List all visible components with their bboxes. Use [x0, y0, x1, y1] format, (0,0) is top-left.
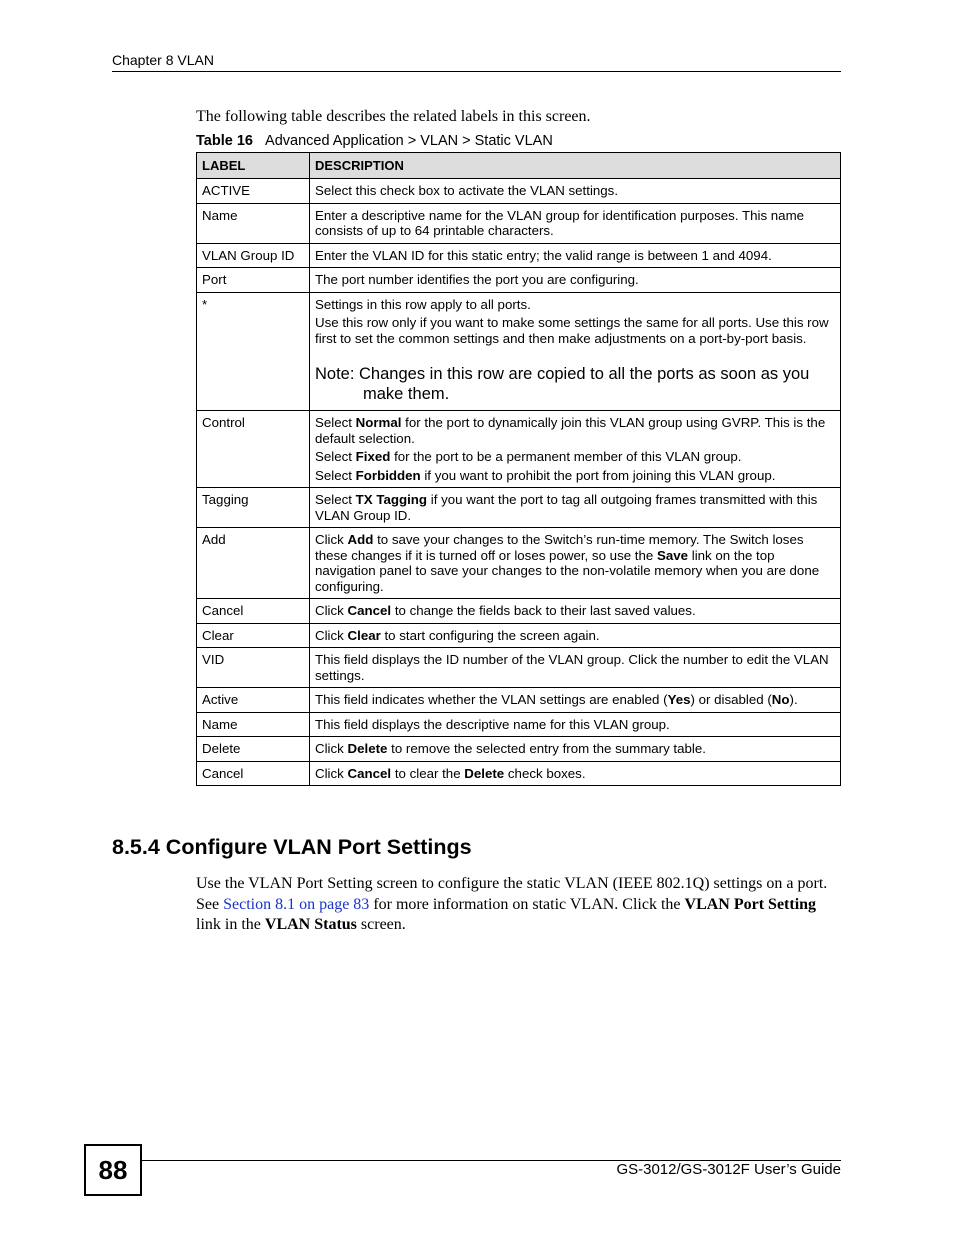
row-label: Cancel	[197, 599, 310, 624]
row-label: VID	[197, 648, 310, 688]
description-text: Enter the VLAN ID for this static entry; the valid range is between 1 and 4094.	[315, 247, 772, 263]
table-body	[197, 179, 841, 786]
table-row	[197, 648, 841, 688]
column-header-description: DESCRIPTION	[310, 153, 841, 179]
description-text: Select Forbidden if you want to prohibit the port from joining this VLAN group.	[315, 467, 776, 483]
row-label: ACTIVE	[197, 179, 310, 204]
bold-term: Normal	[355, 415, 402, 430]
description-text: Click Clear to start configuring the screen again.	[315, 627, 600, 643]
intro-text: The following table describes the related labels in this screen.	[196, 108, 591, 125]
bold-term: VLAN Port Setting	[684, 895, 817, 913]
row-description	[310, 712, 841, 737]
bold-term: Clear	[347, 627, 381, 643]
description-text: Select TX Tagging if you want the port to tag all outgoing frames transmitted with this VLAN Group ID.	[315, 492, 818, 523]
row-description	[310, 528, 841, 599]
description-text: The port number identifies the port you are configuring.	[315, 272, 639, 287]
row-description	[310, 623, 841, 648]
section-paragraph: Use the VLAN Port Setting screen to configure the static VLAN (IEEE 802.1Q) settings on a port. See Section 8.1 on page 83 for more information on static VLAN. Click the VLAN Port Setting link in the VLAN Status screen.	[196, 875, 828, 934]
row-description	[310, 411, 841, 488]
row-description	[310, 243, 841, 268]
description-text: Select Fixed for the port to be a permanent member of this VLAN group.	[315, 449, 742, 464]
table-row	[197, 761, 841, 786]
row-label: Add	[197, 528, 310, 599]
row-label: Control	[197, 411, 310, 488]
table-row	[197, 488, 841, 528]
description-text: Use this row only if you want to make some settings the same for all ports. Use this row first to set the common settings and then make adjustments on a port-by-port basis.	[315, 315, 829, 346]
row-description	[310, 488, 841, 528]
row-description	[310, 648, 841, 688]
table-caption	[196, 133, 553, 149]
bold-term: Cancel	[347, 765, 392, 781]
table-row	[197, 528, 841, 599]
row-label: Name	[197, 712, 310, 737]
table-row	[197, 292, 841, 411]
description-text: Select Normal for the port to dynamically join this VLAN group using GVRP. This is the default selection.	[315, 415, 826, 446]
table-row	[197, 599, 841, 624]
table-row	[197, 712, 841, 737]
description-text: Click Add to save your changes to the Switch’s run-time memory. The Switch loses these changes if it is turned off or loses power, so use the Save link on the top navigation panel to save your changes to the non-volatile memory when you are done configuring.	[315, 532, 820, 594]
row-description	[310, 688, 841, 713]
description-text: Click Cancel to clear the Delete check boxes.	[315, 765, 586, 781]
row-label: Cancel	[197, 761, 310, 786]
footer-guide-title: GS-3012/GS-3012F User’s Guide	[616, 1161, 841, 1178]
description-text: Select this check box to activate the VLAN settings.	[315, 183, 619, 198]
row-label: Tagging	[197, 488, 310, 528]
description-text: Enter a descriptive name for the VLAN group for identification purposes. This name consists of up to 64 printable characters.	[315, 207, 805, 238]
table-row	[197, 737, 841, 762]
chapter-header: Chapter 8 VLAN	[112, 52, 214, 68]
table-row	[197, 688, 841, 713]
bold-term: Delete	[347, 741, 388, 756]
row-description	[310, 761, 841, 786]
bold-term: No	[771, 692, 790, 707]
column-header-label: LABEL	[197, 153, 310, 179]
table-row	[197, 411, 841, 488]
bold-term: VLAN Status	[264, 916, 357, 934]
bold-term: Fixed	[355, 449, 391, 464]
header-rule	[112, 71, 841, 72]
table-row	[197, 203, 841, 243]
description-text: This field displays the descriptive name for this VLAN group.	[315, 716, 670, 732]
label-description-table	[196, 152, 841, 786]
bold-term: TX Tagging	[355, 492, 428, 507]
bold-term: Delete	[464, 765, 505, 781]
row-label: VLAN Group ID	[197, 243, 310, 268]
row-label: Name	[197, 203, 310, 243]
table-row	[197, 623, 841, 648]
description-text: This field displays the ID number of the VLAN group. Click the number to edit the VLAN settings.	[315, 652, 829, 683]
section-heading: 8.5.4 Configure VLAN Port Settings	[112, 835, 472, 859]
table-row	[197, 243, 841, 268]
bold-term: Forbidden	[355, 467, 421, 483]
description-text: This field indicates whether the VLAN settings are enabled (Yes) or disabled (No).	[315, 692, 798, 707]
table-row	[197, 268, 841, 293]
row-label: Port	[197, 268, 310, 293]
description-text: Click Delete to remove the selected entry from the summary table.	[315, 741, 706, 756]
description-text: Settings in this row apply to all ports.	[315, 296, 531, 312]
row-description	[310, 292, 841, 411]
table-caption-number: Table 16	[196, 133, 253, 149]
bold-term: Cancel	[347, 603, 392, 618]
row-label: Clear	[197, 623, 310, 648]
section-cross-reference-link[interactable]: Section 8.1 on page 83	[223, 895, 370, 913]
row-description	[310, 203, 841, 243]
row-label: Delete	[197, 737, 310, 762]
row-label: *	[197, 292, 310, 411]
table-header-row	[197, 153, 841, 179]
row-label: Active	[197, 688, 310, 713]
table-caption-text: Advanced Application > VLAN > Static VLAN	[265, 133, 553, 149]
bold-term: Save	[656, 547, 689, 563]
row-description	[310, 179, 841, 204]
description-text: Click Cancel to change the fields back to their last saved values.	[315, 603, 696, 618]
table-row	[197, 179, 841, 204]
row-description	[310, 268, 841, 293]
note-text: Note: Changes in this row are copied to all the ports as soon as you make them.	[315, 365, 810, 403]
row-description	[310, 737, 841, 762]
bold-term: Add	[347, 532, 374, 547]
row-description	[310, 599, 841, 624]
bold-term: Yes	[667, 692, 691, 707]
page-number: 88	[84, 1144, 142, 1196]
